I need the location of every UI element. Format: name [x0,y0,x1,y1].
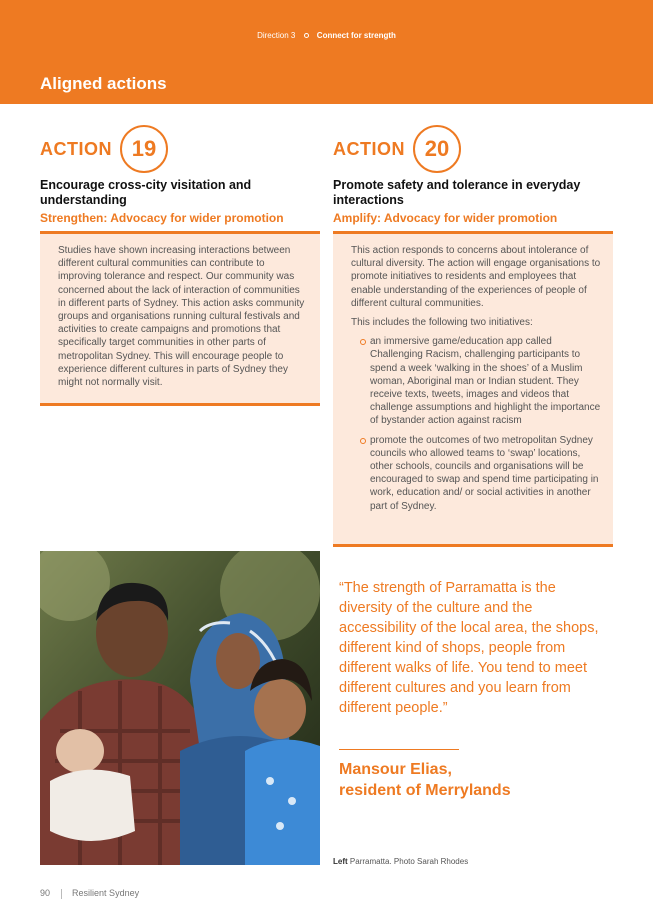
family-photo-illustration [40,551,320,865]
quote-author-role: resident of Merrylands [339,782,511,799]
list-item: an immersive game/education app called Challenging Racism, challenging participants to spend a week ‘walking in the shoes’ of a Muslim woman, Aboriginal man or Indian student. They receive texts, tweets, images and videos that challenge assumptions and highlight the importance of bystander action against racism [360,335,601,427]
action-label: ACTION [333,138,405,159]
caption-label: Left [333,857,348,866]
footer-separator [61,889,62,899]
caption-text: Parramatta. Photo Sarah Rhodes [349,857,469,866]
initiatives-list [351,335,601,513]
action-body: This action responds to concerns about intolerance of cultural diversity. The action will engage organisations to promote initiatives to residents and employees that enable understanding of the experiences of people of different cultural communities. [351,245,601,309]
page-number: 90 [40,888,51,898]
action-subtitle: Amplify: Advocacy for wider promotion [333,211,558,225]
action-body: Studies have shown increasing interactions between different cultural communities can contribute to improving tolerance and respect. Our community was concerned about the lack of interaction of communities in different parts of Sydney. This action asks community groups and organisations running cultural festivals and activities to create campaigns and promotions that specifically target communities in other parts of metropolitan Sydney. This will encourage people to experience different cultures in parts of Sydney they might not normally visit. [58,245,305,389]
breadcrumb-direction: Direction 3 [257,31,296,40]
action-20-description-box [333,231,613,547]
photo-caption [333,857,468,866]
breadcrumb-section: Connect for strength [316,31,396,40]
action-subtitle: Strengthen: Advocacy for wider promotion [40,211,284,225]
page-footer [40,888,139,899]
page-header [0,0,653,104]
action-19-column [40,125,320,406]
action-title: Encourage cross-city visitation and understanding [40,178,252,207]
quote-author-name: Mansour Elias, [339,761,452,778]
action-number-badge: 19 [120,125,168,173]
quote-attribution [339,759,599,801]
action-20-heading [333,125,613,173]
breadcrumb [0,31,653,40]
list-item: promote the outcomes of two metropolitan Sydney councils who allowed teams to ‘swap’ locations, other schools, councils and organisations will be encouraged to swap and spend time participating in work, education and/ or social activities in another part of Sydney. [360,434,601,513]
page-title: Aligned actions [40,74,167,93]
family-photo [40,551,320,865]
pull-quote: “The strength of Parramatta is the diversity of the culture and the accessibility of the local area, the shops, different kind of shops, people from different walks of life. You tend to meet different cultures and you learn from different people.” [339,580,599,716]
action-19-heading [40,125,320,173]
action-label: ACTION [40,138,112,159]
quote-divider [339,749,459,750]
action-intro: This includes the following two initiatives: [351,317,533,329]
publication-name: Resilient Sydney [72,888,140,898]
action-19-description-box [40,231,320,406]
breadcrumb-separator-icon [304,33,309,38]
action-number-badge: 20 [413,125,461,173]
action-20-column [333,125,613,547]
action-title: Promote safety and tolerance in everyday interactions [333,178,581,207]
